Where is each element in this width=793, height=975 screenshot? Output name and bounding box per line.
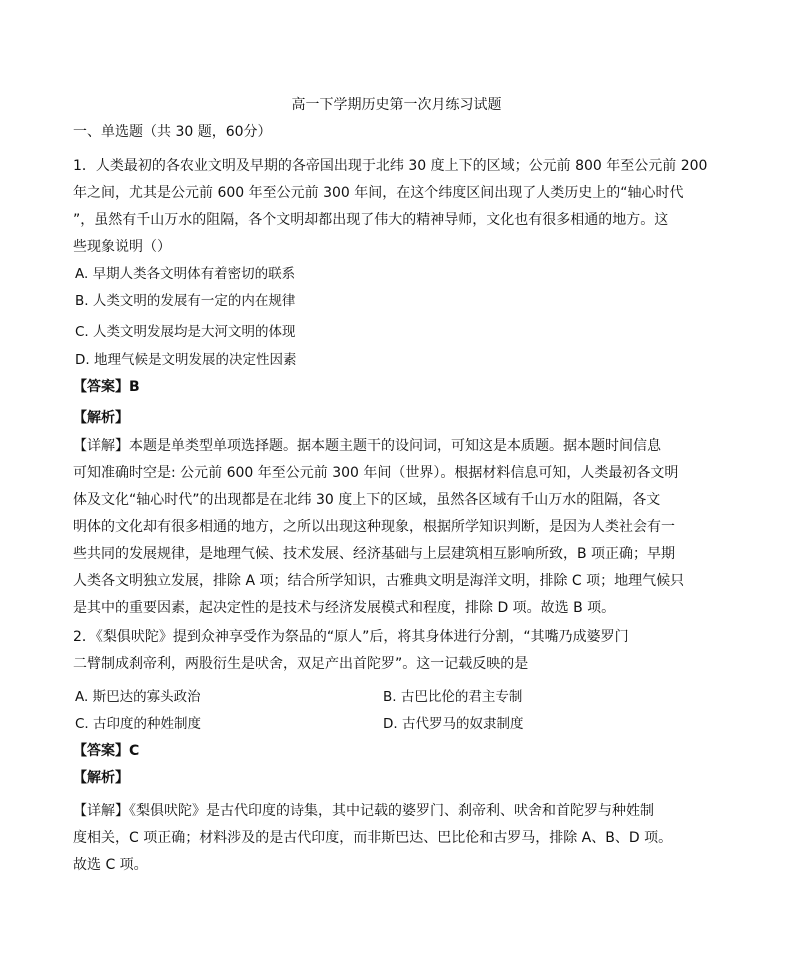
q2-option-b: B. 古巴比伦的君主专制 <box>383 689 523 705</box>
section-heading: 一、单选题（共 30 题，60分） <box>73 124 272 140</box>
q1-analysis-line: 人类各文明独立发展，排除 A 项；结合所学知识，古雅典文明是海洋文明，排除 C 项；地理气候只 <box>73 573 685 589</box>
q1-stem-line: ”，虽然有千山万水的阻隔，各个文明却都出现了伟大的精神导师，文化也有很多相通的地方。这 <box>73 212 669 228</box>
q1-analysis-label: 【解析】 <box>73 410 129 426</box>
q1-analysis-line: 是其中的重要因素，起决定性的是技术与经济发展模式和程度，排除 D 项。故选 B 项。 <box>73 600 616 616</box>
q2-analysis-line: 【详解】《梨俱吠陀》是古代印度的诗集，其中记载的婆罗门、刹帝利、吠舍和首陀罗与种姓制 <box>73 803 654 819</box>
q1-analysis-line: 明体的文化却有很多相通的地方，之所以出现这种现象，根据所学知识判断，是因为人类社会有一 <box>73 519 675 535</box>
q1-analysis-line: 可知准确时空是: 公元前 600 年至公元前 300 年间（世界）。根据材料信息可知，人类最初各文明 <box>73 465 679 481</box>
q2-analysis-label: 【解析】 <box>73 770 129 786</box>
q1-stem-line: 年之间，尤其是公元前 600 年至公元前 300 年间，在这个纬度区间出现了人类历史上的“轴心时代 <box>73 185 684 201</box>
document-title: 高一下学期历史第一次月练习试题 <box>291 97 502 113</box>
q2-analysis-line: 度相关，C 项正确；材料涉及的是古代印度，而非斯巴达、巴比伦和古罗马，排除 A、B、D 项。 <box>73 830 673 846</box>
q1-stem-line: 1．人类最初的各农业文明及早期的各帝国出现于北纬 30 度上下的区域；公元前 800 年至公元前 200 <box>73 158 708 174</box>
q1-analysis-line: 【详解】本题是单类型单项选择题。据本题主题干的设问词，可知这是本质题。据本题时间信息 <box>73 438 661 454</box>
q1-option-c: C. 人类文明发展均是大河文明的体现 <box>75 324 296 340</box>
q2-stem-line: 2．《梨俱吠陀》提到众神享受作为祭品的“原人”后，将其身体进行分割，“其嘴乃成婆罗门 <box>73 629 629 645</box>
q1-analysis-line: 些共同的发展规律，是地理气候、技术发展、经济基础与上层建筑相互影响所致，B 项正确；早期 <box>73 546 676 562</box>
q1-stem-line: 些现象说明（） <box>73 239 171 255</box>
q2-option-a: A. 斯巴达的寡头政治 <box>75 689 201 705</box>
q1-answer: 【答案】B <box>73 379 140 395</box>
q1-option-b: B. 人类文明的发展有一定的内在规律 <box>75 293 296 309</box>
q1-option-d: D. 地理气候是文明发展的决定性因素 <box>75 352 297 368</box>
q2-analysis-line: 故选 C 项。 <box>73 857 148 873</box>
q2-stem-line: 二臂制成刹帝利，两股衍生是吠舍，双足产出首陀罗”。这一记载反映的是 <box>73 656 529 672</box>
q2-option-c: C. 古印度的种姓制度 <box>75 716 202 732</box>
q1-option-a: A. 早期人类各文明体有着密切的联系 <box>75 266 296 282</box>
q2-answer: 【答案】C <box>73 743 140 759</box>
q1-analysis-line: 体及文化“轴心时代”的出现都是在北纬 30 度上下的区域，虽然各区域有千山万水的阻隔，各文 <box>73 492 661 508</box>
q2-option-d: D. 古代罗马的奴隶制度 <box>383 716 524 732</box>
